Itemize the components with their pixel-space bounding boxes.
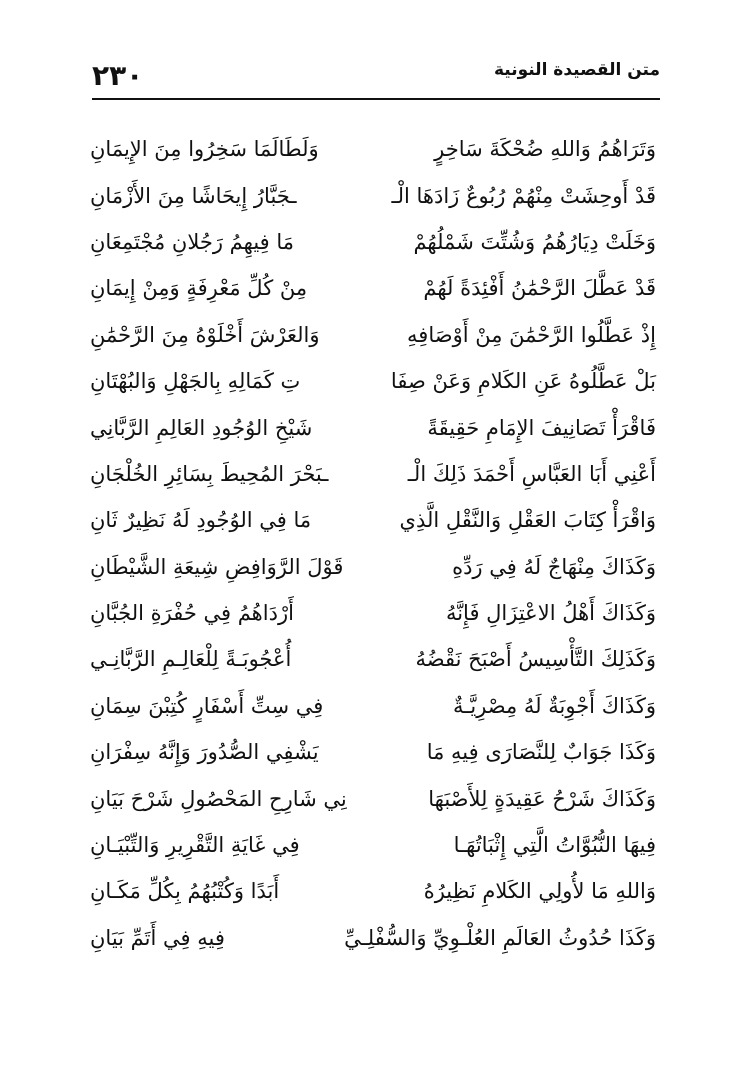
verse-second-hemistich: نِي شَارِحِ المَحْصُولِ شَرْحَ بَيَانِ [90, 786, 347, 811]
verse-line [90, 358, 656, 404]
verse-first-hemistich: وَكَذَاكَ مِنْهَاجٌ لَهُ فِي رَدِّهِ [452, 554, 656, 579]
verse-line [90, 590, 656, 636]
verse-line [90, 404, 656, 450]
verse-first-hemistich: قَدْ عَطَّلَ الرَّحْمَٰنُ أَفْئِدَةً لَهُمْ [423, 276, 656, 301]
verse-second-hemistich: وَلَطَالَمَا سَخِرُوا مِنَ الإِيمَانِ [90, 137, 319, 162]
verse-line [90, 544, 656, 590]
verse-line [90, 451, 656, 497]
verse-second-hemistich: أُعْجُوبَـةً لِلْعَالِـمِ الرَّبَّانِـي [90, 647, 292, 672]
verse-second-hemistich: فِيهِ فِي أَتَمِّ بَيَانِ [90, 925, 225, 950]
running-title: متن القصيدة النونية [493, 60, 660, 80]
verse-second-hemistich: شَيْخِ الوُجُودِ العَالِمِ الرَّبَّانِي [90, 415, 313, 440]
verse-second-hemistich: تِ كَمَالِهِ بِالجَهْلِ وَالبُهْتَانِ [90, 369, 301, 394]
verse-line [90, 312, 656, 358]
verse-first-hemistich: وَكَذَا حُدُوثُ العَالَمِ العُلْـوِيِّ وَالسُّفْلِـيِّ [344, 925, 656, 950]
verse-first-hemistich: وَخَلَتْ دِيَارُهُمُ وَشُتِّتَ شَمْلُهُمْ [413, 229, 656, 254]
verse-first-hemistich: وَكَذَاكَ شَرْحُ عَقِيدَةٍ لِلأَصْبَهَا [428, 786, 656, 811]
verse-second-hemistich: مَا فِيهِمُ رَجُلانِ مُجْتَمِعَانِ [90, 229, 295, 254]
verse-line [90, 172, 656, 218]
verse-line [90, 636, 656, 682]
verse-first-hemistich: وَاللهِ مَا لأُولِي الكَلامِ نَظِيرُهُ [423, 879, 656, 904]
verse-first-hemistich: فَاقْرَأْ تَصَانِيفَ الإِمَامِ حَقِيقَةً [427, 415, 656, 440]
verse-line [90, 775, 656, 821]
verse-second-hemistich: قَوْلَ الرَّوَافِضِ شِيعَةِ الشَّيْطَانِ [90, 554, 344, 579]
verse-first-hemistich: إِذْ عَطَّلُوا الرَّحْمَٰنَ مِنْ أَوْصَافِهِ [407, 322, 656, 347]
verse-line [90, 868, 656, 914]
verse-line [90, 497, 656, 543]
verse-line [90, 915, 656, 961]
verse-first-hemistich: أَعْنِي أَبَا العَبَّاسِ أَحْمَدَ ذَلِكَ الْـ [407, 461, 656, 486]
verse-second-hemistich: ـبَحْرَ المُحِيطَ بِسَائِرِ الخُلْجَانِ [90, 461, 329, 486]
verse-first-hemistich: وَكَذَلِكَ التَّأْسِيسُ أَصْبَحَ نَقْضُهُ [415, 647, 656, 672]
verse-line [90, 729, 656, 775]
verse-line [90, 822, 656, 868]
verse-line [90, 219, 656, 265]
header-divider [92, 98, 660, 100]
page-header [92, 58, 660, 100]
verse-first-hemistich: بَلْ عَطَّلُوهُ عَنِ الكَلامِ وَعَنْ صِفَا [390, 369, 656, 394]
verse-first-hemistich: وَكَذَاكَ أَهْلُ الاعْتِزَالِ فَإِنَّهُ [445, 601, 656, 626]
verse-line [90, 126, 656, 172]
verse-second-hemistich: فِي غَايَةِ التَّقْرِيرِ وَالتِّبْيَـانِ [90, 833, 300, 858]
verse-second-hemistich: يَشْفِي الصُّدُورَ وَإِنَّهُ سِفْرَانِ [90, 740, 319, 765]
poem-body [90, 126, 656, 961]
verse-line [90, 265, 656, 311]
verse-first-hemistich: فِيهَا النُّبُوَّاتُ الَّتِي إِثْبَاتُهَـا [453, 833, 656, 858]
page-number: ٢٣٠ [92, 59, 144, 92]
verse-second-hemistich: أَرْدَاهُمُ فِي حُفْرَةِ الجُبَّانِ [90, 601, 294, 626]
verse-second-hemistich: مِنْ كُلِّ مَعْرِفَةٍ وَمِنْ إِيمَانِ [90, 276, 308, 301]
verse-line [90, 683, 656, 729]
verse-second-hemistich: وَالعَرْشَ أَخْلَوْهُ مِنَ الرَّحْمَٰنِ [90, 322, 320, 347]
verse-first-hemistich: وَكَذَا جَوَابٌ لِلنَّصَارَى فِيهِ مَا [426, 740, 656, 765]
verse-second-hemistich: أَبَدًا وَكُتْبُهُمُ بِكُلِّ مَكَـانِ [90, 879, 280, 904]
verse-second-hemistich: ـجَبَّارُ إِيحَاشًا مِنَ الأَزْمَانِ [90, 183, 297, 208]
verse-first-hemistich: وَاقْرَأْ كِتَابَ العَقْلِ وَالنَّقْلِ الَّذِي [399, 508, 656, 533]
verse-first-hemistich: قَدْ أَوحِشَتْ مِنْهُمْ رُبُوعٌ زَادَهَا الْـ [391, 183, 656, 208]
verse-first-hemistich: وَتَرَاهُمُ وَاللهِ ضُحْكَةَ سَاخِرٍ [434, 137, 656, 162]
verse-first-hemistich: وَكَذَاكَ أَجْوِبَةٌ لَهُ مِصْرِيَّـةٌ [452, 693, 656, 718]
verse-second-hemistich: فِي سِتِّ أَسْفَارٍ كُتِبْنَ سِمَانِ [90, 693, 324, 718]
verse-second-hemistich: مَا فِي الوُجُودِ لَهُ نَظِيرٌ ثَانِ [90, 508, 312, 533]
